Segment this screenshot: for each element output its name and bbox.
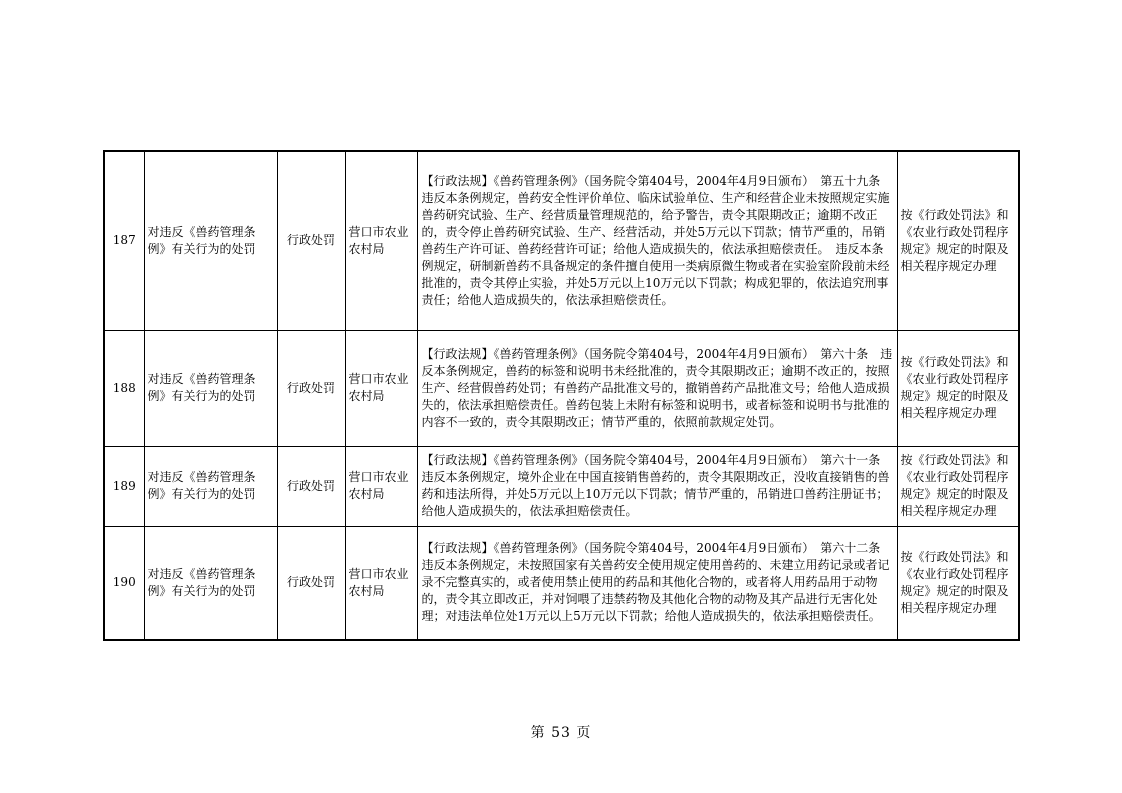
table-row (104, 526, 1019, 640)
legal-basis: 【行政法规】《兽药管理条例》（国务院令第404号，2004年4月9日颁布） 第六十条 违反本条例规定，兽药的标签和说明书未经批准的，责令其限期改正；逾期不改正的，按照生产、经营假兽药处罚；有兽药产品批准文号的，撤销兽药产品批准文号；给他人造成损失的，依法承担赔偿责任。兽药包装上未附有标签和说明书，或者标签和说明书与批准的内容不一致的，责令其限期改正；情节严重的，依照前款规定处罚。 (417, 330, 897, 446)
legal-basis: 【行政法规】《兽药管理条例》（国务院令第404号，2004年4月9日颁布） 第六十二条 违反本条例规定，未按照国家有关兽药安全使用规定使用兽药的、未建立用药记录或者记录不完整真实的，或者使用禁止使用的药品和其他化合物的，或者将人用药品用于动物的，责令其立即改正，并对饲喂了违禁药物及其他化合物的动物及其产品进行无害化处理；对违法单位处1万元以上5万元以下罚款；给他人造成损失的，依法承担赔偿责任。 (417, 526, 897, 640)
item-name: 对违反《兽药管理条例》有关行为的处罚 (144, 330, 277, 446)
table-row (104, 151, 1019, 330)
item-name: 对违反《兽药管理条例》有关行为的处罚 (144, 526, 277, 640)
row-number: 190 (104, 526, 144, 640)
table-row (104, 330, 1019, 446)
department: 营口市农业农村局 (345, 330, 417, 446)
procedure: 按《行政处罚法》和《农业行政处罚程序规定》规定的时限及相关程序规定办理 (897, 446, 1019, 526)
row-number: 189 (104, 446, 144, 526)
legal-basis: 【行政法规】《兽药管理条例》（国务院令第404号，2004年4月9日颁布） 第五十九条 违反本条例规定，兽药安全性评价单位、临床试验单位、生产和经营企业未按照规定实施兽药研究试验、生产、经营质量管理规范的，给予警告，责令其限期改正；逾期不改正的，责令停止兽药研究试验、生产、经营活动，并处5万元以下罚款；情节严重的，吊销兽药生产许可证、兽药经营许可证；给他人造成损失的，依法承担赔偿责任。 违反本条例规定，研制新兽药不具备规定的条件擅自使用一类病原微生物或者在实验室阶段前未经批准的，责令其停止实验，并处5万元以上10万元以下罚款；构成犯罪的，依法追究刑事责任；给他人造成损失的，依法承担赔偿责任。 (417, 151, 897, 330)
item-type: 行政处罚 (277, 330, 345, 446)
department: 营口市农业农村局 (345, 526, 417, 640)
procedure: 按《行政处罚法》和《农业行政处罚程序规定》规定的时限及相关程序规定办理 (897, 151, 1019, 330)
legal-basis: 【行政法规】《兽药管理条例》（国务院令第404号，2004年4月9日颁布） 第六十一条 违反本条例规定，境外企业在中国直接销售兽药的，责令其限期改正，没收直接销售的兽药和违法所得，并处5万元以上10万元以下罚款；情节严重的，吊销进口兽药注册证书；给他人造成损失的，依法承担赔偿责任。 (417, 446, 897, 526)
penalty-table (103, 150, 1020, 641)
row-number: 188 (104, 330, 144, 446)
page-number: 第 53 页 (530, 725, 592, 741)
table-row (104, 446, 1019, 526)
department: 营口市农业农村局 (345, 151, 417, 330)
item-name: 对违反《兽药管理条例》有关行为的处罚 (144, 446, 277, 526)
item-type: 行政处罚 (277, 446, 345, 526)
row-number: 187 (104, 151, 144, 330)
department: 营口市农业农村局 (345, 446, 417, 526)
procedure: 按《行政处罚法》和《农业行政处罚程序规定》规定的时限及相关程序规定办理 (897, 330, 1019, 446)
procedure: 按《行政处罚法》和《农业行政处罚程序规定》规定的时限及相关程序规定办理 (897, 526, 1019, 640)
item-type: 行政处罚 (277, 151, 345, 330)
item-type: 行政处罚 (277, 526, 345, 640)
item-name: 对违反《兽药管理条例》有关行为的处罚 (144, 151, 277, 330)
